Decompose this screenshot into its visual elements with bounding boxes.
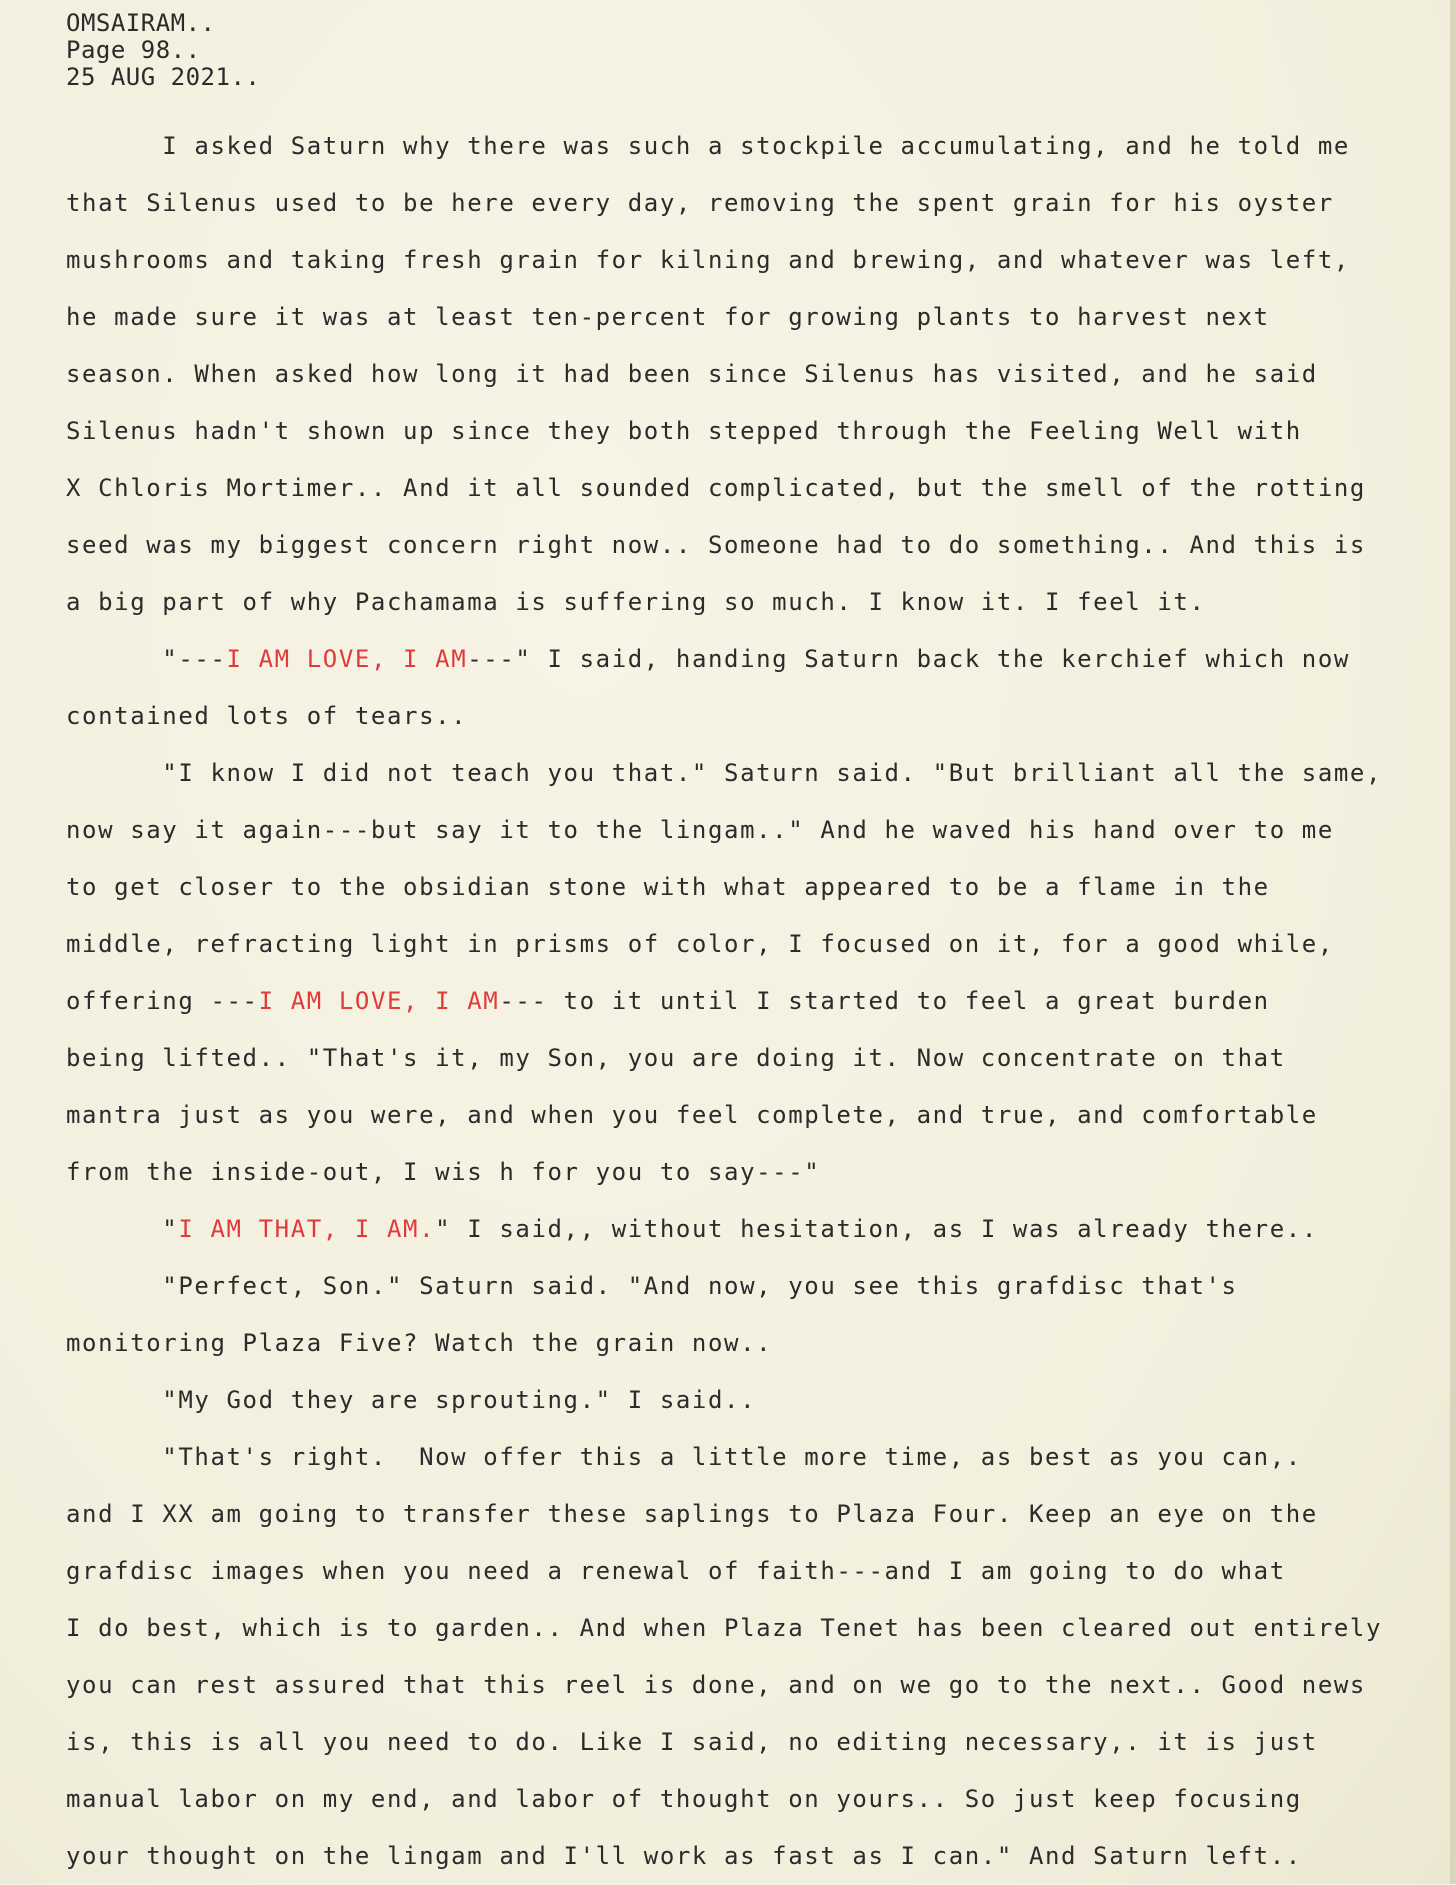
header-page-number: Page 98.. — [66, 36, 201, 64]
text-line — [66, 1543, 1451, 1600]
line-text: contained lots of tears.. — [66, 702, 468, 730]
line-text: monitoring Plaza Five? Watch the grain now.. — [66, 1329, 773, 1357]
text-line — [66, 1486, 1451, 1543]
body-text — [66, 118, 1451, 1885]
text-line — [66, 460, 1451, 517]
text-line — [66, 631, 1451, 688]
text-line — [66, 574, 1451, 631]
text-line — [66, 802, 1451, 859]
line-text: your thought on the lingam and I'll work as fast as I can." And Saturn left.. — [66, 1842, 1302, 1870]
line-text: " I said,, without hesitation, as I was already there.. — [435, 1215, 1318, 1243]
line-text: "Perfect, Son." Saturn said. "And now, you see this grafdisc that's — [66, 1272, 1238, 1300]
line-text: from the inside-out, I wis h for you to say---" — [66, 1158, 821, 1186]
line-text: seed was my biggest concern right now.. Someone had to do something.. And this is — [66, 531, 1366, 559]
line-text: mantra just as you were, and when you feel complete, and true, and comfortable — [66, 1101, 1318, 1129]
line-text: ---" I said, handing Saturn back the kerchief which now — [467, 645, 1350, 673]
text-line — [66, 1600, 1451, 1657]
line-text: "That's right. Now offer this a little more time, as best as you can,. — [66, 1443, 1302, 1471]
text-line — [66, 289, 1451, 346]
mantra-text: I AM LOVE, I AM — [258, 987, 500, 1015]
mantra-text: I AM LOVE, I AM — [226, 645, 468, 673]
line-text: he made sure it was at least ten-percent for growing plants to harvest next — [66, 303, 1270, 331]
line-text: a big part of why Pachamama is suffering so much. I know it. I feel it. — [66, 588, 1206, 616]
text-line — [66, 232, 1451, 289]
line-text: you can rest assured that this reel is done, and on we go to the next.. Good news — [66, 1671, 1366, 1699]
line-text: to get closer to the obsidian stone with what appeared to be a flame in the — [66, 873, 1270, 901]
text-line — [66, 745, 1451, 802]
line-text: is, this is all you need to do. Like I said, no editing necessary,. it is just — [66, 1728, 1318, 1756]
mantra-text: I AM THAT, I AM. — [178, 1215, 436, 1243]
text-line — [66, 973, 1451, 1030]
line-text: manual labor on my end, and labor of thought on yours.. So just keep focusing — [66, 1785, 1302, 1813]
text-line — [66, 1258, 1451, 1315]
line-text: that Silenus used to be here every day, removing the spent grain for his oyster — [66, 189, 1334, 217]
text-line — [66, 1030, 1451, 1087]
page-header — [66, 10, 260, 91]
text-line — [66, 175, 1451, 232]
text-line — [66, 346, 1451, 403]
text-line — [66, 1144, 1451, 1201]
header-date: 25 AUG 2021.. — [66, 63, 261, 91]
text-line — [66, 1201, 1451, 1258]
text-line — [66, 517, 1451, 574]
text-line — [66, 859, 1451, 916]
text-line — [66, 1315, 1451, 1372]
text-line — [66, 1714, 1451, 1771]
line-text: "My God they are sprouting." I said.. — [66, 1386, 757, 1414]
line-text: X Chloris Mortimer.. And it all sounded complicated, but the smell of the rotting — [66, 474, 1366, 502]
line-text: being lifted.. "That's it, my Son, you are doing it. Now concentrate on that — [66, 1044, 1286, 1072]
line-text: now say it again---but say it to the lingam.." And he waved his hand over to me — [66, 816, 1334, 844]
text-line — [66, 1429, 1451, 1486]
header-title: OMSAIRAM.. — [66, 9, 216, 37]
text-line — [66, 1657, 1451, 1714]
line-text: season. When asked how long it had been since Silenus has visited, and he said — [66, 360, 1318, 388]
line-text: I asked Saturn why there was such a stockpile accumulating, and he told me — [66, 132, 1350, 160]
line-text: I do best, which is to garden.. And when Plaza Tenet has been cleared out entirely — [66, 1614, 1383, 1642]
text-line — [66, 1372, 1451, 1429]
line-text: "--- — [66, 645, 227, 673]
line-text: middle, refracting light in prisms of color, I focused on it, for a good while, — [66, 930, 1334, 958]
text-line — [66, 1828, 1451, 1885]
text-line — [66, 118, 1451, 175]
text-line — [66, 1771, 1451, 1828]
line-text: " — [66, 1215, 179, 1243]
line-text: and I XX am going to transfer these saplings to Plaza Four. Keep an eye on the — [66, 1500, 1318, 1528]
line-text: grafdisc images when you need a renewal of faith---and I am going to do what — [66, 1557, 1286, 1585]
text-line — [66, 916, 1451, 973]
text-line — [66, 688, 1451, 745]
line-text: mushrooms and taking fresh grain for kilning and brewing, and whatever was left, — [66, 246, 1350, 274]
line-text: offering --- — [66, 987, 259, 1015]
line-text: --- to it until I started to feel a great burden — [499, 987, 1270, 1015]
line-text: Silenus hadn't shown up since they both stepped through the Feeling Well with — [66, 417, 1302, 445]
line-text: "I know I did not teach you that." Saturn said. "But brilliant all the same, — [66, 759, 1383, 787]
text-line — [66, 403, 1451, 460]
text-line — [66, 1087, 1451, 1144]
